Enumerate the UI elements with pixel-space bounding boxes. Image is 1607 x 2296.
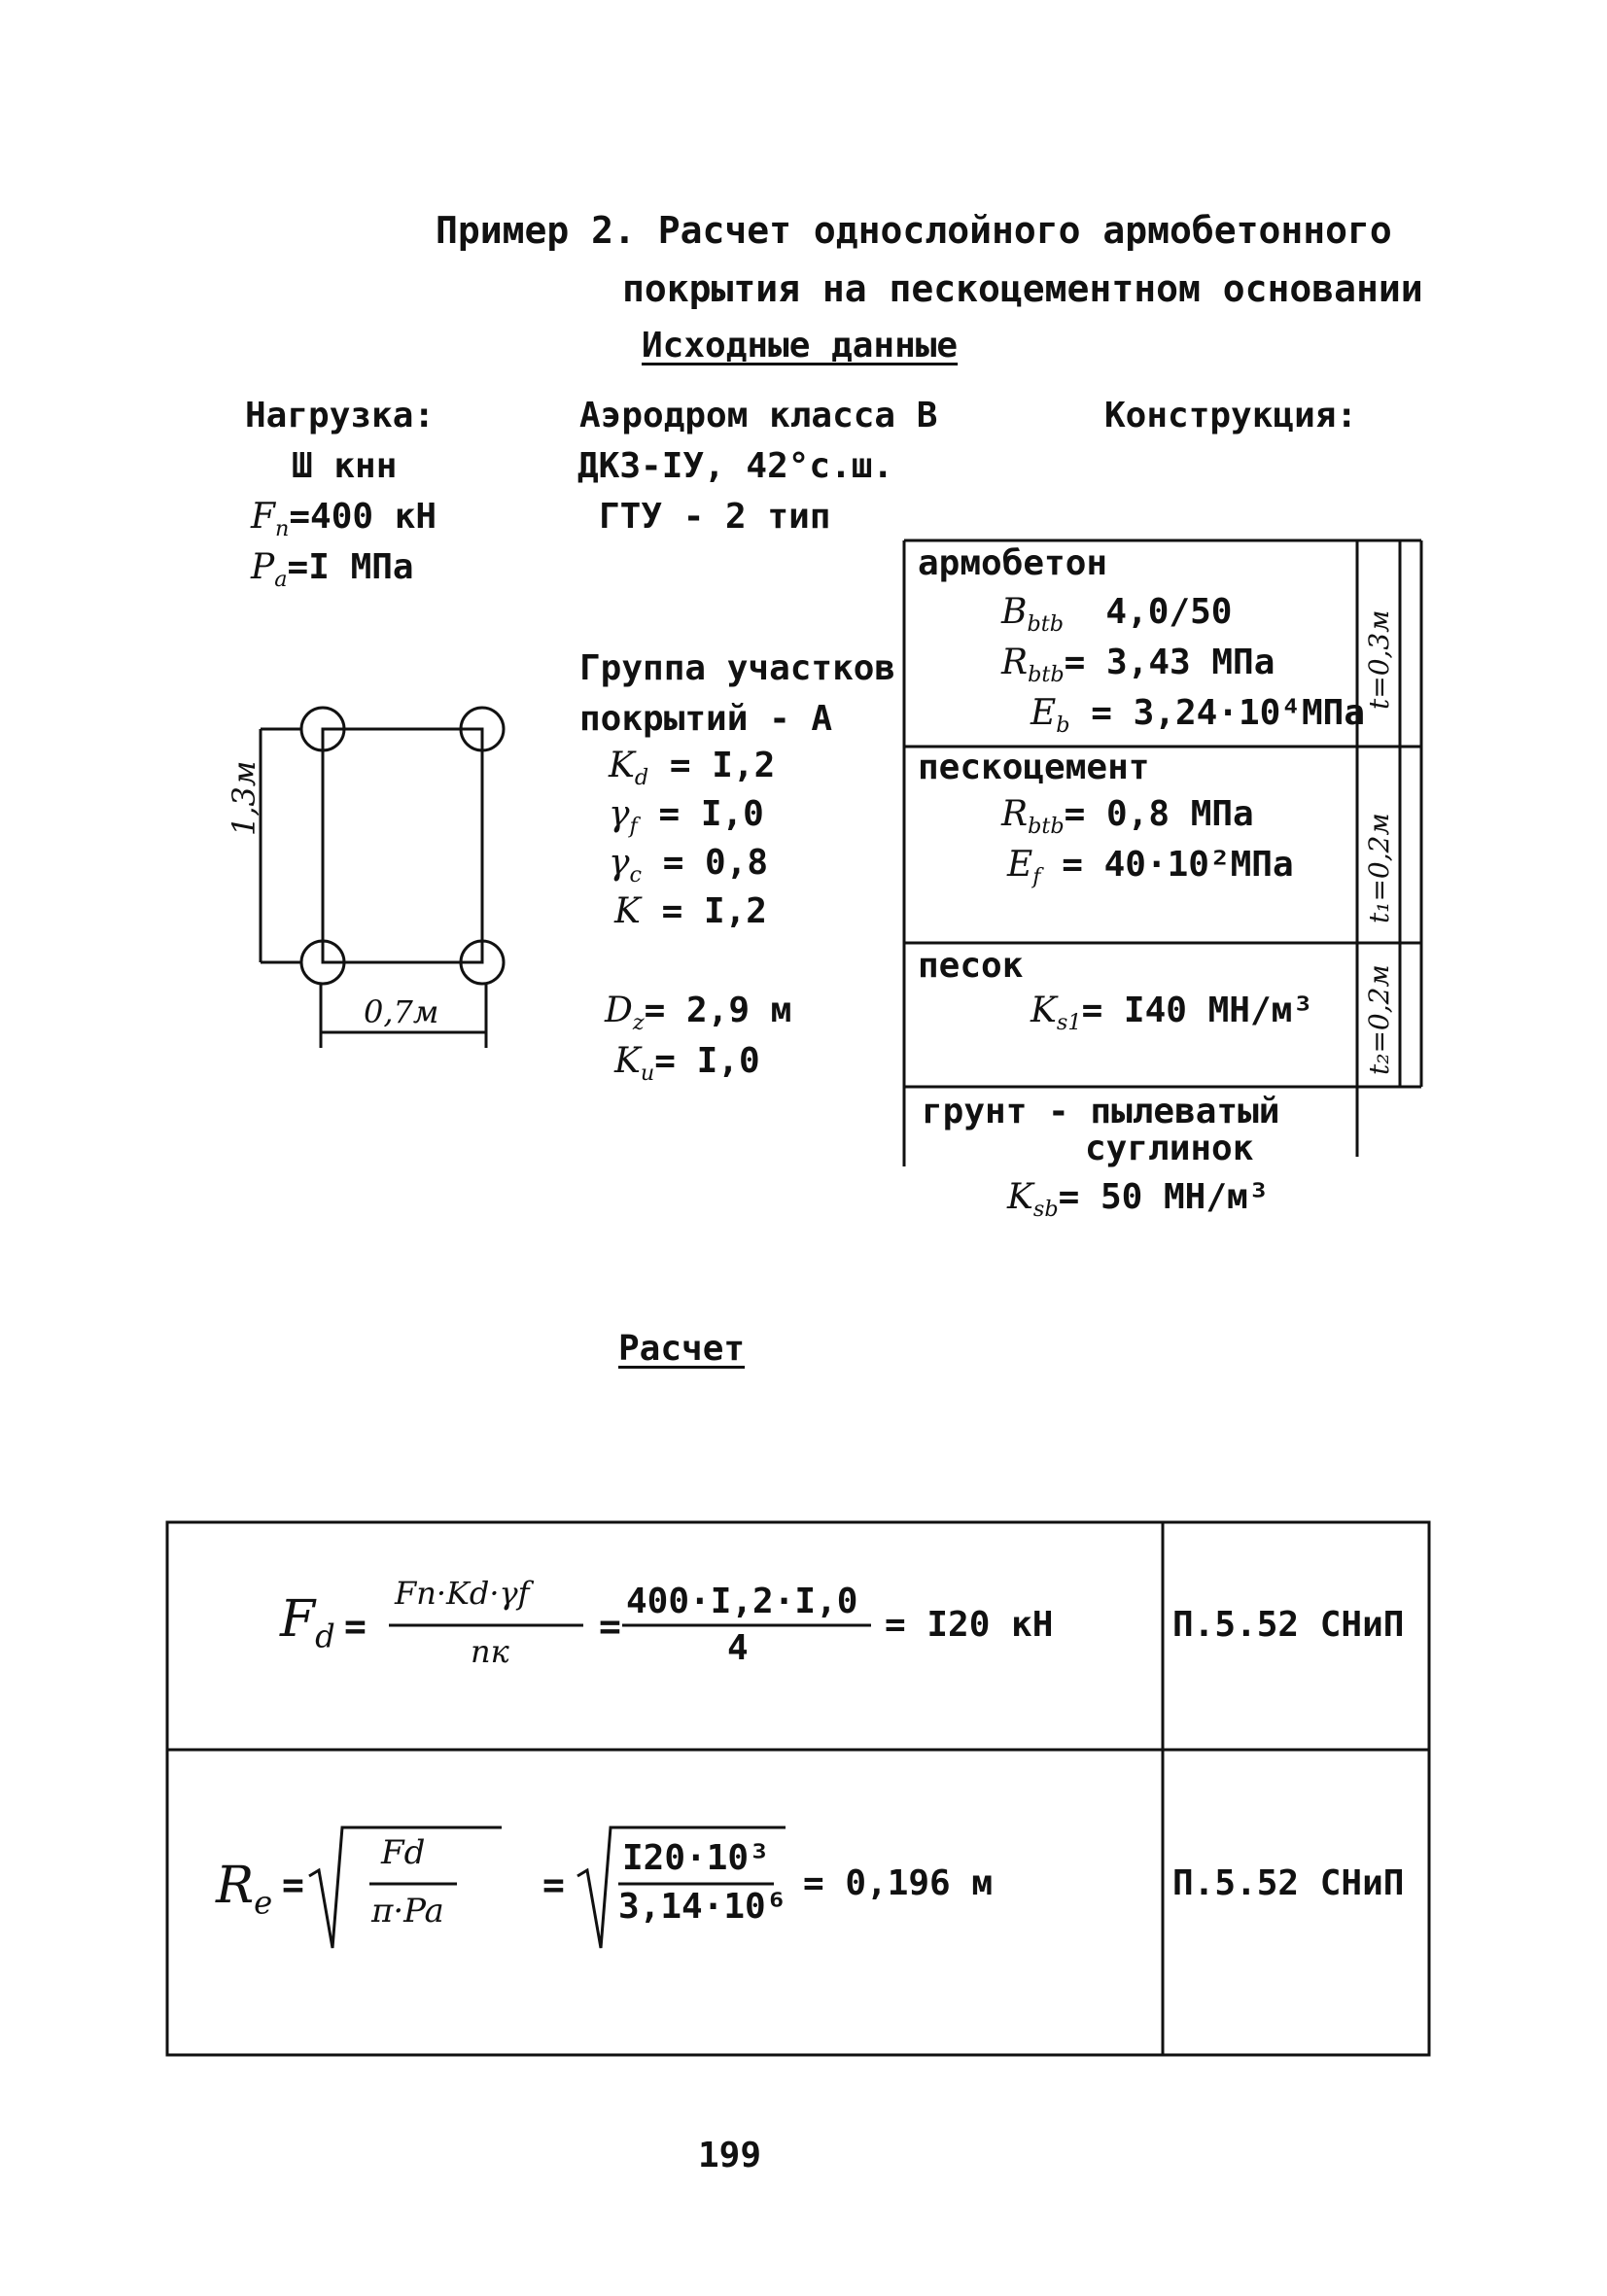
title-line-2: покрытия на пескоцементном основании [622, 267, 1423, 310]
calc-2-result: = 0,196 м [803, 1863, 994, 1903]
coef-gf-value: = I,0 [658, 794, 764, 834]
calc-2-num: Fd [381, 1833, 426, 1872]
calc-1-lhs-sub: d [315, 1618, 335, 1655]
construction-heading: Конструкция: [1104, 396, 1358, 435]
layer-2-prop-2-symbol: E [1007, 845, 1033, 885]
coef-gc-sub: c [629, 862, 643, 888]
force-sub: n [274, 516, 290, 542]
pressure-symbol: P [251, 547, 275, 587]
layer-2-prop-2-value: = 40·10²МПа [1062, 845, 1294, 885]
coef-k-symbol: K [614, 891, 641, 931]
pressure-sub: a [274, 567, 288, 593]
pressure-value: =I МПа [287, 547, 414, 587]
coef-kd [609, 745, 775, 799]
layer-1-prop-3-value: = 3,24·10⁴МПа [1091, 693, 1366, 733]
calc-1-lhs [280, 1590, 335, 1654]
coef-kd-sub: d [634, 765, 649, 791]
calc-1-num2: 400·I,2·I,0 [626, 1582, 858, 1621]
calc-2-lhs-symbol: R [216, 1857, 255, 1915]
calc-1-den: nк [471, 1633, 509, 1670]
coef-kd-symbol: K [609, 746, 635, 785]
aircraft-type: Ш кнн [292, 446, 398, 486]
airfield-class: Аэродром класса В [579, 396, 938, 435]
layer-4-prop-1-sub: sb [1032, 1197, 1059, 1223]
param-ku-value: = I,0 [654, 1041, 760, 1081]
gear-dim-long: 1,3м [226, 760, 262, 836]
layer-1-prop-2 [1001, 642, 1275, 696]
group-line-1: Группа участков [579, 648, 896, 688]
layer-2-prop-1 [1001, 793, 1254, 848]
coef-gf-symbol: γ [609, 794, 630, 834]
layer-1-prop-3-sub: b [1056, 713, 1070, 739]
layer-3-name: песок [918, 946, 1024, 986]
calc-1-lhs-symbol: F [280, 1590, 316, 1649]
layer-1-prop-2-symbol: R [1001, 643, 1029, 682]
layer-1-prop-2-value: = 3,43 МПа [1064, 643, 1275, 682]
load-heading: Нагрузка: [245, 396, 436, 435]
layer-2-prop-1-sub: btb [1028, 814, 1065, 840]
layer-1-prop-2-sub: btb [1028, 662, 1065, 688]
calc-1-den2: 4 [727, 1628, 749, 1668]
layer-1-name: армобетон [918, 543, 1108, 583]
layer-3-prop-1-sub: s1 [1056, 1010, 1082, 1036]
calc-2-ref: П.5.52 СНиП [1172, 1863, 1405, 1903]
coef-k [614, 890, 767, 933]
layer-1-prop-1-value: 4,0/50 [1105, 592, 1233, 632]
param-dz [605, 990, 791, 1044]
calc-1-eq-1: = [344, 1605, 367, 1648]
param-ku-sub: u [640, 1061, 655, 1087]
calc-2-lhs [216, 1857, 272, 1921]
layer-2-thickness: t₁=0,2м [1363, 813, 1395, 923]
calc-2-eq-1: = [282, 1863, 304, 1906]
calc-2-lhs-sub: e [254, 1884, 273, 1922]
layer-2-name: пескоцемент [918, 748, 1150, 787]
calc-1-result: = I20 кН [885, 1605, 1054, 1645]
coef-gc-value: = 0,8 [662, 843, 769, 883]
layer-1-prop-3 [1031, 692, 1365, 747]
force-value: =400 кН [289, 497, 437, 537]
layer-2-prop-2-sub: f [1032, 864, 1041, 890]
page-number: 199 [698, 2136, 762, 2175]
coef-gf [609, 793, 764, 848]
coef-kd-value: = I,2 [669, 746, 776, 785]
calc-heading: Расчет [618, 1329, 746, 1369]
calc-2-den: π·Pa [371, 1892, 444, 1931]
gear-dim-short: 0,7м [364, 993, 439, 1030]
airfield-soil: ГТУ - 2 тип [599, 497, 831, 537]
layer-1-thickness: t=0,3м [1363, 609, 1395, 710]
calc-1-num: Fn·Kd·γf [395, 1575, 530, 1612]
coef-gf-sub: f [629, 814, 638, 840]
gear-frame [323, 729, 482, 962]
coef-gc-symbol: γ [609, 843, 630, 883]
force-symbol: F [251, 497, 275, 537]
layer-1-prop-1-symbol: B [1001, 592, 1028, 632]
layer-4-prop-1-symbol: K [1007, 1177, 1033, 1217]
title-line-1: Пример 2. Расчет однослойного армобетонного [436, 209, 1392, 252]
coef-gc [609, 842, 768, 896]
layer-3-prop-1-symbol: K [1031, 991, 1057, 1030]
calc-2-den2: 3,14·10⁶ [618, 1887, 787, 1927]
layer-4-name-line-1: грунт - пылеватый [922, 1092, 1280, 1131]
force-line [251, 496, 437, 550]
layer-3-prop-1-value: = I40 МН/м³ [1081, 991, 1313, 1030]
layer-2-prop-2 [1007, 844, 1294, 898]
calc-1-eq-2: = [599, 1605, 621, 1648]
layer-4-prop-1 [1007, 1176, 1269, 1231]
source-data-heading: Исходные данные [642, 326, 959, 365]
coef-k-value: = I,2 [661, 891, 767, 931]
layer-3-thickness: t₂=0,2м [1363, 964, 1395, 1075]
pressure-line [251, 546, 414, 601]
param-dz-value: = 2,9 м [644, 991, 792, 1030]
calc-2-eq-2: = [542, 1863, 565, 1906]
layer-4-name-line-2: суглинок [1085, 1129, 1254, 1168]
calc-1-ref: П.5.52 СНиП [1172, 1605, 1405, 1645]
layer-4-prop-1-value: = 50 МН/м³ [1058, 1177, 1270, 1217]
layer-3-prop-1 [1031, 990, 1313, 1044]
layer-1-prop-1-sub: btb [1027, 611, 1065, 638]
layer-2-prop-1-value: = 0,8 МПа [1064, 794, 1254, 834]
calc-2-num2: I20·10³ [622, 1838, 770, 1878]
param-dz-symbol: D [605, 991, 633, 1030]
layer-1-prop-1 [1001, 591, 1232, 645]
param-ku [614, 1040, 760, 1095]
layer-1-prop-3-symbol: E [1031, 693, 1057, 733]
layer-2-prop-1-symbol: R [1001, 794, 1029, 834]
airfield-climate: ДКЗ-IУ, 42°с.ш. [577, 446, 894, 486]
param-ku-symbol: K [614, 1041, 641, 1081]
param-dz-sub: z [632, 1010, 645, 1036]
group-line-2: покрытий - А [579, 699, 833, 739]
